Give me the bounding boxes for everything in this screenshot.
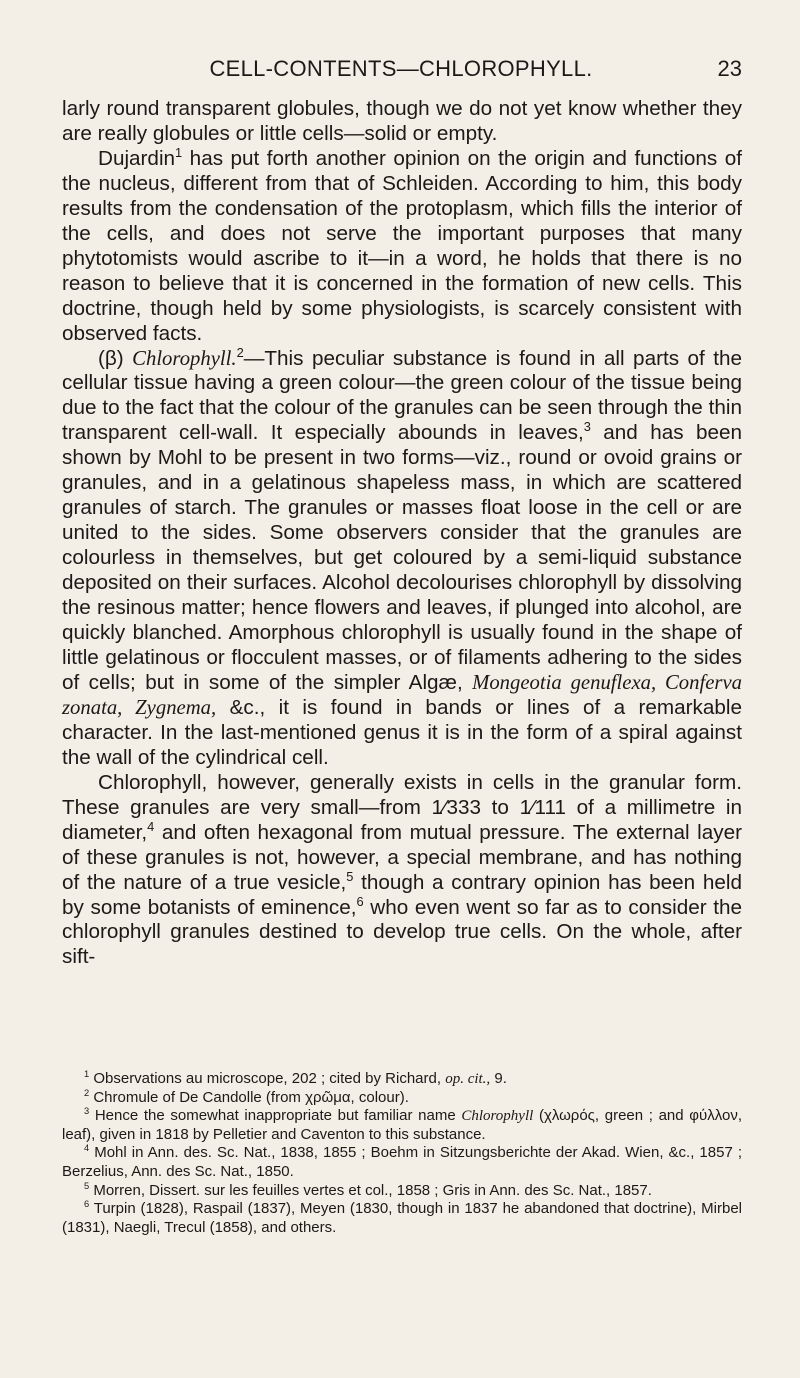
footnote-number: 3	[84, 1106, 90, 1117]
footnote-text: Morren, Dissert. sur les feuilles vertes et col., 1858 ; Gris in Ann. des Sc. Nat., 1857.	[89, 1181, 652, 1199]
paragraph-text: —This peculiar substance is found in all parts of the cellular tissue having a green colour—the green colour of the tissue being due to the fact that the colour of the granules can be seen through the thin transparent cell-wall. It especially abounds in leaves,	[62, 346, 743, 445]
running-title: CELL-CONTENTS—CHLOROPHYLL.	[209, 56, 593, 81]
paragraph-dujardin	[62, 144, 742, 347]
paragraph-text: larly round transparent globules, though we do not yet know whether they are really globules or little cells—solid or empty.	[62, 97, 742, 145]
paragraph-text: has put forth another opinion on the origin and functions of the nucleus, different from that of Schleiden. According to him, this body results from the condensation of the protoplasm, which fills the interior of the cells, and does not serve the important purposes that many phytotomists would ascribe to it—in a word, he holds that there is no reason to believe that it is concerned in the formation of new cells. This doctrine, though held by some physiologists, is scarcely consistent with observed facts.	[62, 146, 742, 345]
footnote-italic: Chlorophyll	[461, 1108, 534, 1125]
paragraph-text: though a contrary opinion has been held by some botanists of eminence,	[62, 870, 742, 919]
paragraph-continuation	[62, 97, 742, 147]
footnote-3	[62, 1107, 742, 1144]
footnote-text: (χλωρός, green ; and φύλλον, leaf), given in 1818 by Pelletier and Caventon to this substance.	[62, 1107, 742, 1143]
footnote-text: Chromule of De Candolle (from χρῶμα, colour).	[89, 1088, 409, 1106]
section-term: Chlorophyll.	[132, 347, 237, 370]
section-marker: (β)	[98, 346, 124, 370]
footnote-5	[62, 1182, 742, 1201]
paragraph-text: and often hexagonal from mutual pressure. The external layer of these granules is not, however, a special membrane, and has nothing of the nature of a true vesicle,	[62, 820, 742, 894]
footnote-text: 9.	[490, 1070, 507, 1087]
footnote-number: 2	[84, 1087, 90, 1098]
paragraph-text: who even went so far as to consider the chlorophyll granules destined to develop true cells. On the whole, after sift-	[62, 895, 742, 969]
footnote-number: 5	[84, 1180, 90, 1191]
paragraph-text: &c., it is found in bands or lines of a remarkable character. In the last-mentioned genus it is in the form of a spiral against the wall of the cylindrical cell.	[62, 695, 743, 769]
footnote-ref: 2	[236, 344, 244, 360]
footnote-1	[62, 1070, 742, 1089]
paragraph-text: Chlorophyll, however, generally exists in cells in the granular form. These granules are very small—from	[62, 770, 742, 819]
footnotes	[62, 1070, 742, 1237]
footnote-6	[62, 1200, 742, 1237]
fraction: 1⁄333	[431, 795, 481, 819]
footnote-2	[62, 1089, 742, 1108]
footnote-ref: 5	[346, 868, 354, 884]
footnote-text: Observations au microscope, 202 ; cited by Richard,	[89, 1070, 446, 1087]
fraction: 1⁄111	[519, 795, 566, 819]
footnote-ref: 4	[147, 818, 155, 834]
page-number: 23	[717, 56, 742, 81]
footnote-ref: 6	[356, 893, 364, 909]
body-text	[62, 97, 742, 970]
footnote-number: 1	[84, 1069, 90, 1080]
footnote-number: 6	[84, 1199, 90, 1210]
footnote-text: Mohl in Ann. des. Sc. Nat., 1838, 1855 ; Boehm in Sitzungsberichte der Akad. Wien, &c., 1857 ; Berzelius, Ann. des Sc. Nat., 1850.	[62, 1144, 742, 1180]
footnote-text: Turpin (1828), Raspail (1837), Meyen (1830, though in 1837 he abandoned that doctrine), Mirbel (1831), Naegli, Trecul (1858), and others.	[62, 1200, 742, 1236]
footnote-number: 4	[84, 1143, 90, 1154]
paragraph-granular-form	[62, 771, 742, 971]
footnote-ref: 3	[583, 419, 591, 435]
footnote-4	[62, 1144, 742, 1181]
footnote-ref: 1	[175, 144, 183, 160]
paragraph-text: and has been shown by Mohl to be present in two forms—viz., round or ovoid grains or granules, and in a gelatinous shapeless mass, in which are scattered granules of starch. The granules or masses float loose in the cell or are united to the sides. Some observers consider that the granules are colourless in themselves, but get coloured by a semi-liquid substance deposited on their surfaces. Alcohol decolourises chlorophyll by dissolving the resinous matter; hence flowers and leaves, if plunged into alcohol, are quickly blanched. Amorphous chlorophyll is usually found in the shape of little gelatinous or flocculent masses, or of filaments adhering to the sides of cells; but in some of the simpler Algæ,	[62, 421, 742, 694]
paragraph-text: Dujardin	[98, 146, 176, 170]
paragraph-text: of a millimetre in diameter,	[62, 795, 742, 844]
footnote-text: Hence the somewhat inappropriate but familiar name	[89, 1107, 462, 1125]
paragraph-text: to	[480, 795, 520, 819]
page-header	[60, 56, 742, 84]
footnote-italic: op. cit.,	[445, 1071, 491, 1087]
genus-names: Mongeotia genuflexa, Conferva zonata, Zygnema,	[62, 671, 742, 719]
paragraph-chlorophyll	[62, 344, 743, 771]
